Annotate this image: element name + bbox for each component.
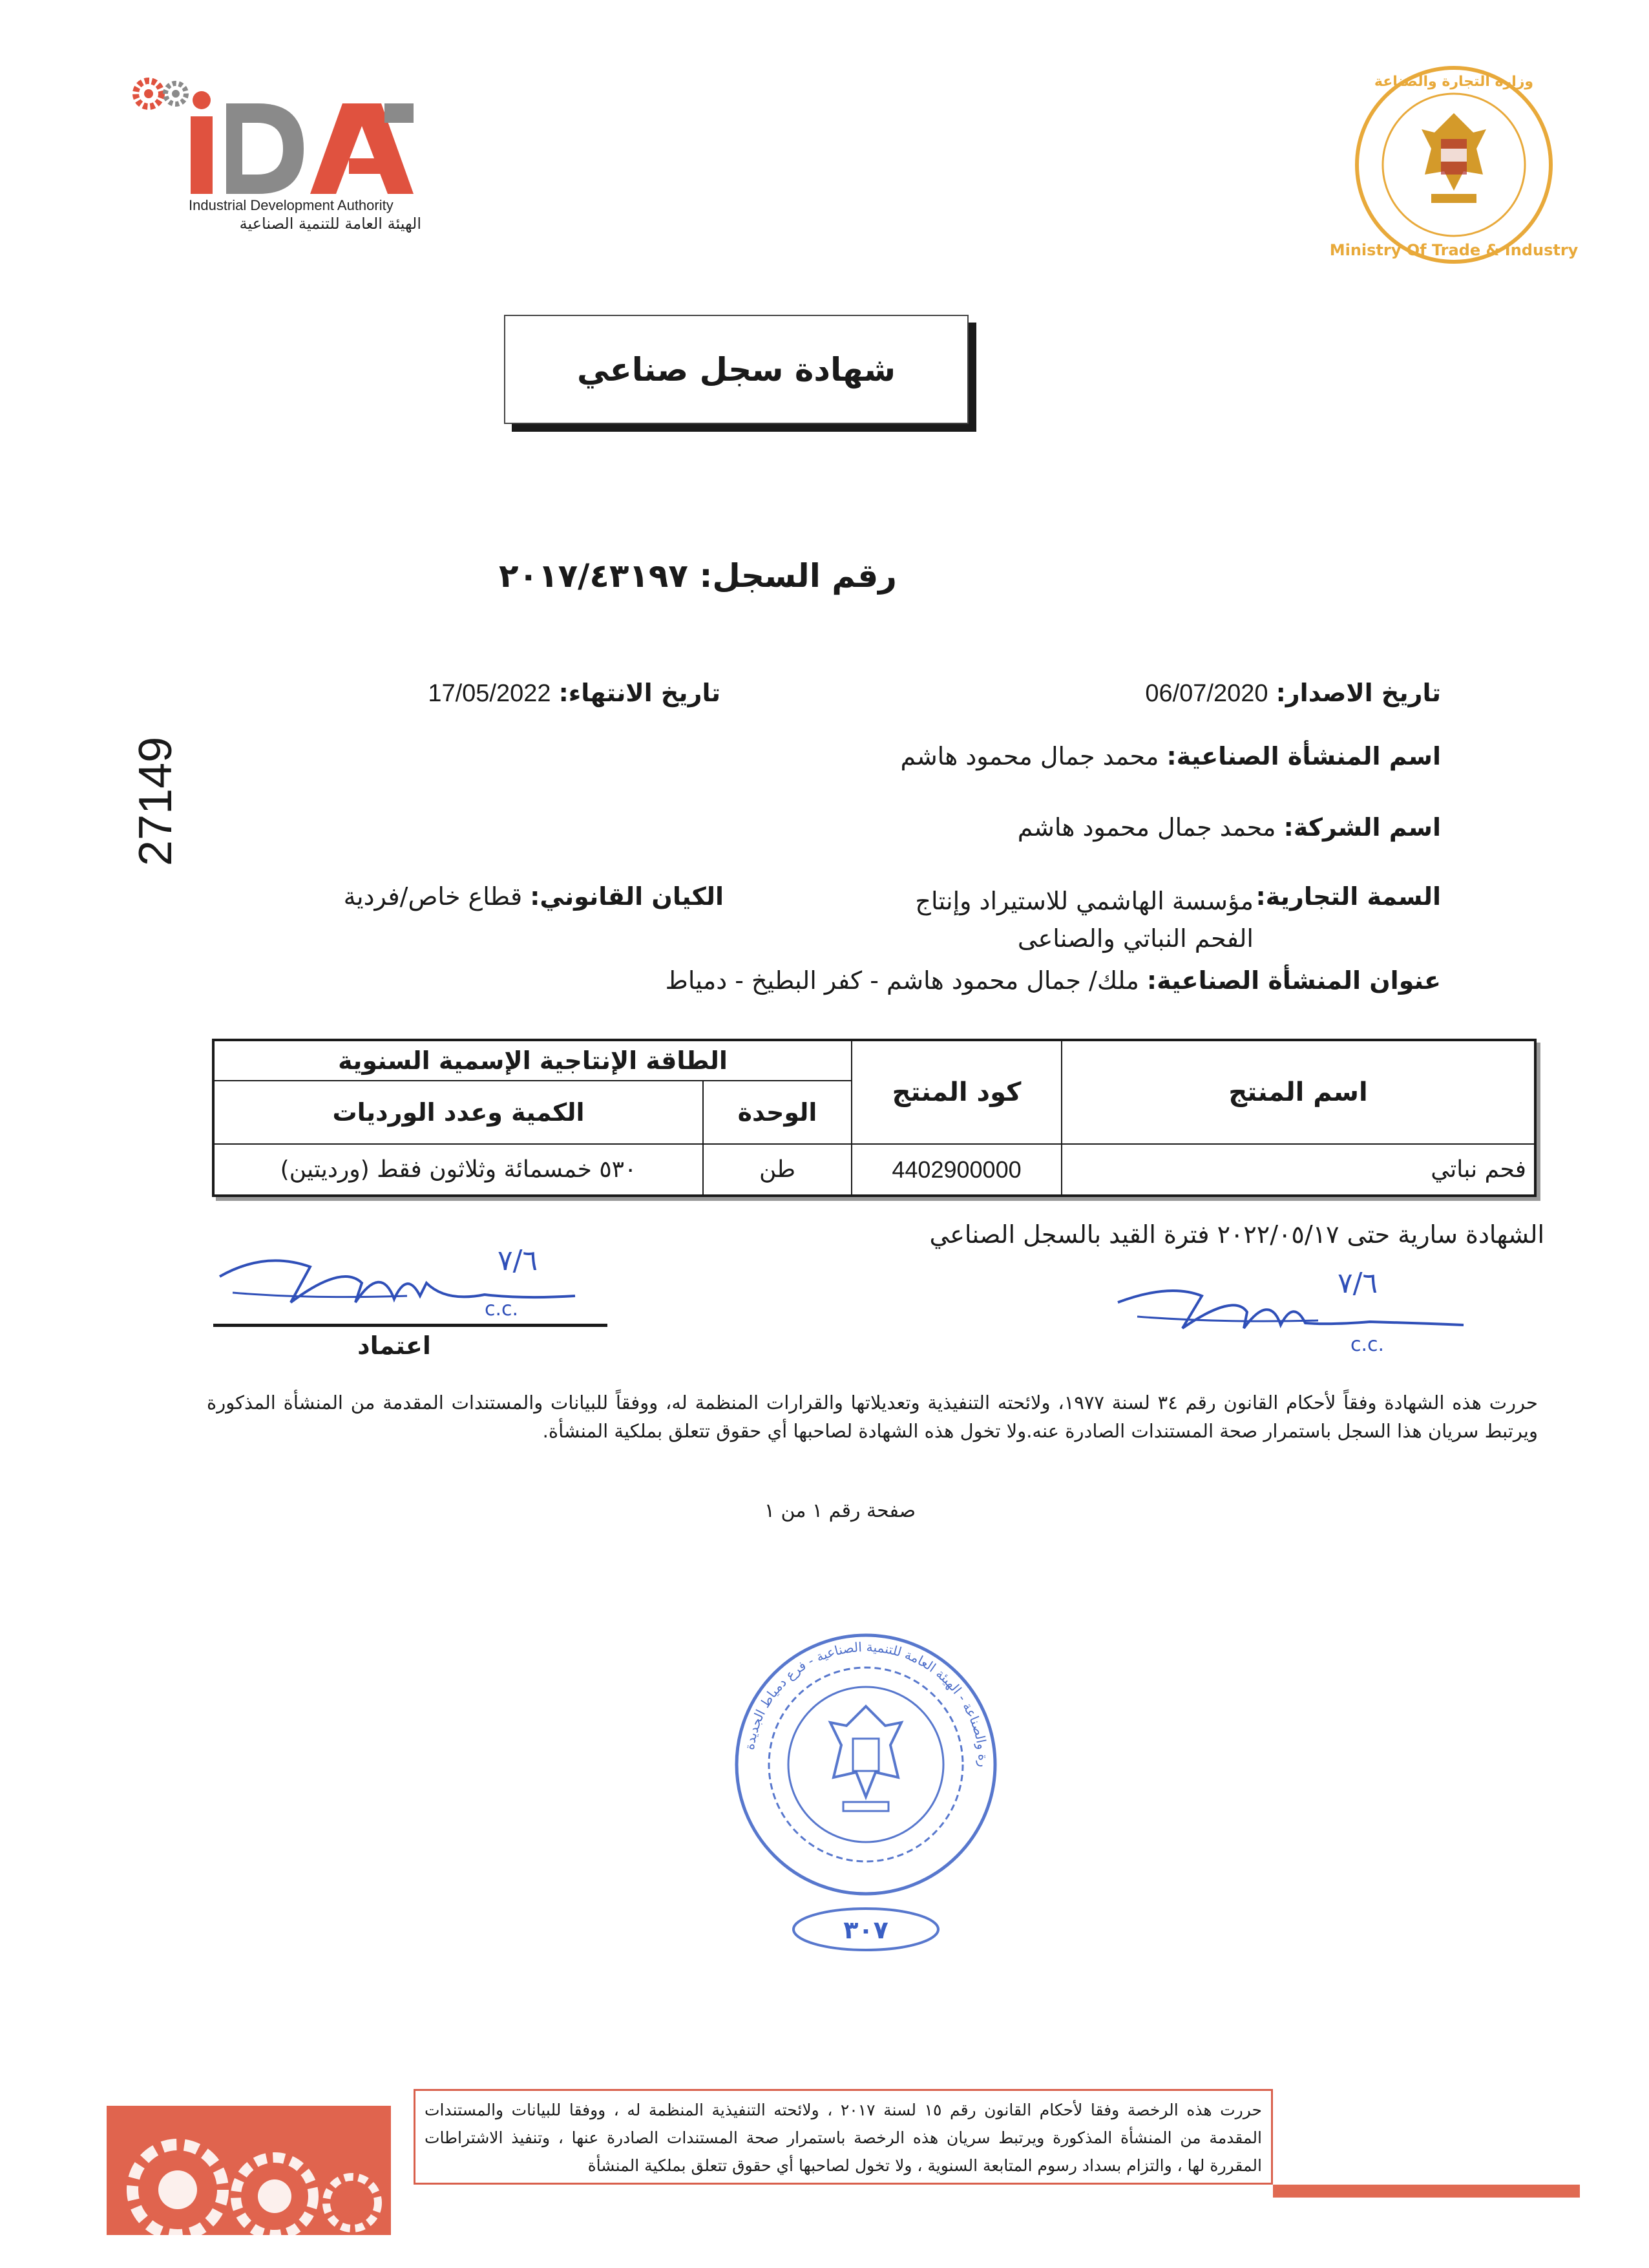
side-serial-number: 27149	[130, 736, 182, 866]
expiry-date-value: 17/05/2022	[428, 680, 551, 707]
footer-logo-graphic	[107, 2106, 391, 2235]
right-signature-annotation: ٧/٦	[1338, 1267, 1378, 1300]
svg-text:c.c.: c.c.	[485, 1298, 519, 1320]
facility-address-value: ملك/ جمال محمود هاشم - كفر البطيخ - دمياط	[665, 966, 1139, 995]
facility-name	[711, 742, 1441, 770]
row-unit: طن	[759, 1156, 796, 1183]
certificate-title-box	[504, 315, 969, 424]
expiry-date	[362, 679, 720, 708]
stamp-serial-graphic	[788, 1903, 943, 1955]
official-stamp-graphic	[730, 1629, 1002, 1900]
row-product-name: فحم نباتي	[1431, 1156, 1526, 1183]
page-number: صفحة رقم ١ من ١	[764, 1500, 916, 1522]
company-name	[711, 813, 1441, 842]
footer-logo	[107, 2106, 391, 2235]
trade-name-line-2: الفحم النباتي والصناعى	[1017, 924, 1254, 953]
ministry-seal-text-ar: وزارة التجارة والصناعة	[1374, 74, 1534, 90]
ministry-seal	[1329, 61, 1579, 268]
official-stamp	[730, 1629, 1002, 1900]
svg-text:c.c.: c.c.	[1350, 1333, 1385, 1356]
facility-address-label: عنوان المنشأة الصناعية:	[1146, 966, 1441, 995]
left-signature-annotation: ٧/٦	[498, 1244, 538, 1277]
stamp-ring-text: رة والصناعة - الهيئة العامة للتنمية الصناعية - فرع دمياط الجديدة	[741, 1638, 992, 1768]
header-product-name: اسم المنتج	[1228, 1077, 1368, 1107]
registration-number	[452, 557, 943, 595]
legal-note: حررت هذه الشهادة وفقاً لأحكام القانون رقم ٣٤ لسنة ١٩٧٧، ولائحته التنفيذية وتعديلاتها والقرارات المنظمة له، ووفقاً للبيانات والمستندات المقدمة من المنشأة المذكورة ويرتبط سريان هذا السجل باستمرار صحة المستندات الصادرة عنه.ولا تخول هذه الشهادة لصاحبها أي حقوق تتعلق بملكية المنشأة.	[207, 1392, 1538, 1442]
validity-note: الشهادة سارية حتى ٢٠٢٢/٠٥/١٧ فترة القيد بالسجل الصناعي	[929, 1220, 1544, 1249]
ida-name-en: Industrial Development Authority	[189, 197, 394, 213]
facility-address	[569, 966, 1441, 995]
registration-value: ٢٠١٧/٤٣١٩٧	[499, 557, 688, 595]
svg-text:وزارة التجارة والصناعة - الهيئ	[730, 1629, 991, 1767]
header-annual-capacity: الطاقة الإنتاجية الإسمية السنوية	[338, 1046, 728, 1075]
registration-label: رقم السجل:	[699, 557, 897, 595]
issue-date-label: تاريخ الاصدار:	[1276, 679, 1441, 707]
row-quantity: ٥٣٠ خمسمائة وثلاثون فقط (ورديتين)	[280, 1156, 637, 1183]
approval-signature	[213, 1238, 614, 1335]
ministry-seal-text: Ministry Of Trade & Industry	[1329, 241, 1579, 259]
trade-name-line-1: مؤسسة الهاشمي للاستيراد وإنتاج	[915, 887, 1254, 915]
trade-name-label: السمة التجارية:	[1255, 882, 1441, 911]
legal-entity-label: الكيان القانوني:	[530, 882, 724, 911]
issuer-signature-graphic	[1111, 1264, 1473, 1361]
issue-date	[969, 679, 1441, 708]
company-name-value: محمد جمال محمود هاشم	[1017, 813, 1276, 842]
certificate-title: شهادة سجل صناعي	[576, 350, 896, 388]
issuer-signature	[1111, 1264, 1473, 1361]
ministry-seal-graphic	[1329, 61, 1579, 268]
approval-label: اعتماد	[357, 1331, 431, 1360]
facility-name-label: اسم المنشأة الصناعية:	[1166, 742, 1441, 770]
issue-date-value: 06/07/2020	[1145, 680, 1268, 707]
legal-entity-value: قطاع خاص/فردية	[343, 882, 523, 911]
trade-name-value	[775, 882, 1254, 957]
company-name-label: اسم الشركة:	[1283, 813, 1441, 842]
expiry-date-label: تاريخ الانتهاء:	[558, 679, 720, 707]
stamp-serial-number: ٣٠٧	[843, 1916, 888, 1944]
stamp-serial	[788, 1903, 943, 1955]
header-quantity: الكمية وعدد الورديات	[332, 1098, 585, 1127]
approval-signature-graphic	[213, 1238, 614, 1335]
header-product-code: كود المنتج	[892, 1077, 1022, 1107]
ida-name-ar: الهيئة العامة للتنمية الصناعية	[239, 215, 421, 233]
ida-logo	[129, 65, 439, 246]
footer-accent-line	[1273, 2185, 1580, 2198]
footer-note: حررت هذه الرخصة وفقا لأحكام القانون رقم ١٥ لسنة ٢٠١٧ ، ولائحته التنفيذية المنظمة له ، ووفقا للبيانات والمستندات المقدمة من المنشأة المذكورة ويرتبط سريان هذه الرخصة باستمرار صحة المستندات الصادرة عنها ، وتنفيذ الاشتراطات المقررة لها ، والتزام بسداد رسوم المتابعة السنوية ، ولا تخول لصاحبها أي حقوق تتعلق بملكية المنشأة	[414, 2089, 1273, 2185]
facility-name-value: محمد جمال محمود هاشم	[900, 742, 1159, 770]
product-table	[212, 1039, 1537, 1197]
row-product-code: 4402900000	[892, 1156, 1022, 1183]
header-unit: الوحدة	[737, 1098, 817, 1127]
legal-entity	[310, 882, 724, 911]
